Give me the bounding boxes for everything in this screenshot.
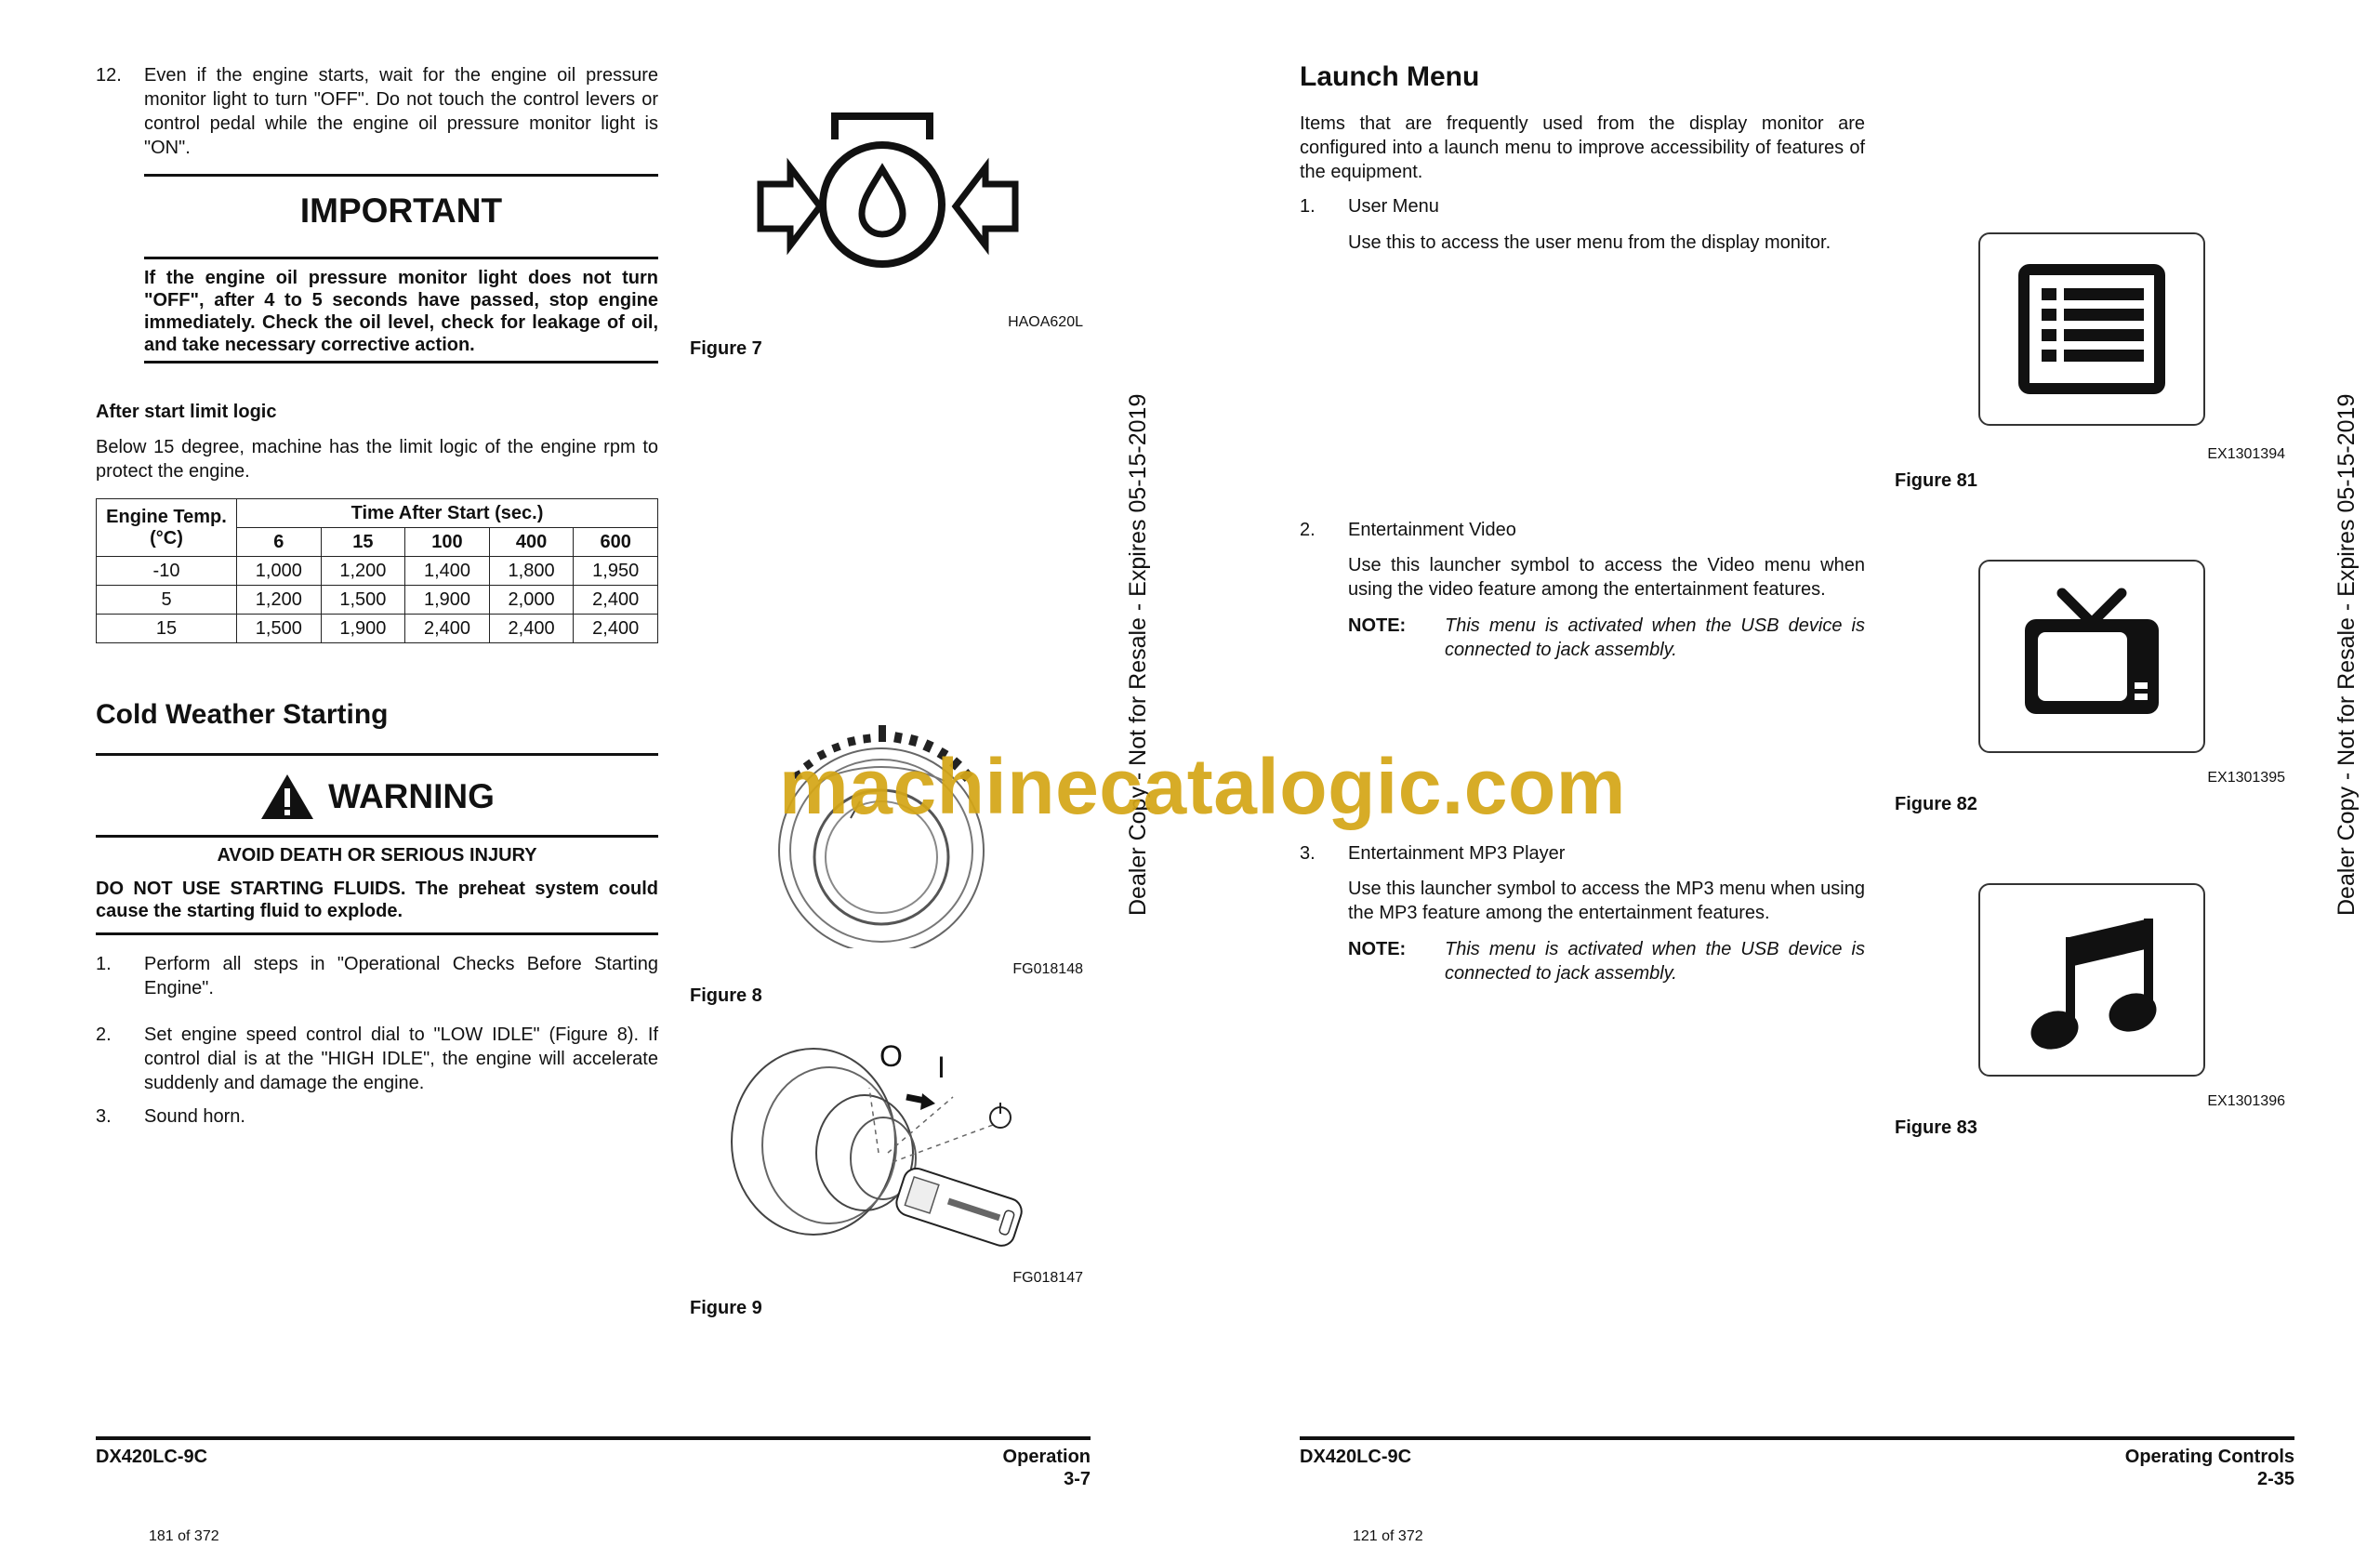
table-cell: 1,900 (321, 615, 405, 643)
dealer-copy-stamp-left: Dealer Copy - Not for Resale - Expires 05-15-2019 (1125, 393, 1151, 916)
footer-rule-left (96, 1436, 1091, 1440)
footer-model-left: DX420LC-9C (96, 1447, 208, 1467)
table-header-time: 6 (237, 528, 322, 557)
table-cell-temp: -10 (97, 557, 237, 586)
item-2-note-label: NOTE: (1348, 615, 1407, 636)
table-cell: 2,000 (489, 586, 574, 615)
page-count-left: 181 of 372 (149, 1528, 219, 1544)
important-text: If the engine oil pressure monitor light does not turn "OFF", after 4 to 5 seconds have passed, stop engine immediately. Check the oil level, check for leakage of oil, and take necessary corrective action. (144, 268, 658, 355)
table-header-time: 600 (574, 528, 658, 557)
table-header-engine-temp: Engine Temp. (°C) (97, 499, 237, 557)
table-row (97, 557, 658, 586)
figure-82-label: Figure 82 (1895, 794, 1977, 814)
table-cell-temp: 15 (97, 615, 237, 643)
warning-text: DO NOT USE STARTING FLUIDS. The preheat system could cause the starting fluid to explode. (96, 879, 658, 921)
step-1-text: Perform all steps in "Operational Checks Before Starting Engine". (144, 954, 658, 998)
step-1-number: 1. (96, 954, 112, 974)
key-switch-icon (725, 1041, 1041, 1283)
figure-9-code: FG018147 (1012, 1270, 1083, 1286)
item-1-number: 1. (1300, 196, 1316, 217)
figure-83-label: Figure 83 (1895, 1117, 1977, 1138)
oil-pressure-symbol-icon (753, 112, 1023, 274)
figure-7-code: HAOA620L (1008, 314, 1083, 330)
item-3-number: 3. (1300, 843, 1316, 864)
item-3-text: Use this launcher symbol to access the MP3 menu when using the MP3 feature among the entertainment features. (1348, 879, 1865, 923)
item-2-number: 2. (1300, 520, 1316, 540)
warning-subtitle: AVOID DEATH OR SERIOUS INJURY (217, 845, 537, 866)
after-start-text: Below 15 degree, machine has the limit logic of the engine rpm to protect the engine. (96, 437, 658, 482)
important-title: IMPORTANT (299, 192, 503, 230)
table-cell: 1,200 (321, 557, 405, 586)
figure-8-label: Figure 8 (690, 985, 762, 1006)
table-row (97, 586, 658, 615)
table-cell: 1,200 (237, 586, 322, 615)
table-cell: 2,400 (574, 615, 658, 643)
footer-rule-right (1300, 1436, 2294, 1440)
footer-page-right: 2-35 (2256, 1469, 2294, 1489)
warning-top-rule (96, 753, 658, 756)
item-2-note: This menu is activated when the USB device is connected to jack assembly. (1445, 615, 1865, 660)
page-count-right: 121 of 372 (1353, 1528, 1423, 1544)
table-cell: 1,500 (237, 615, 322, 643)
table-header-time: 400 (489, 528, 574, 557)
footer-section-right: Operating Controls (2124, 1447, 2294, 1467)
item-2-text: Use this launcher symbol to access the Video menu when using the video feature among the entertainment features. (1348, 555, 1865, 600)
important-mid-rule (144, 257, 658, 259)
footer-model-right: DX420LC-9C (1300, 1447, 1412, 1467)
item-2-title: Entertainment Video (1348, 520, 1516, 540)
footer-page-left: 3-7 (1064, 1469, 1091, 1489)
figure-9-label: Figure 9 (690, 1298, 762, 1318)
important-bottom-rule (144, 361, 658, 364)
item-1-text: Use this to access the user menu from the display monitor. (1348, 232, 1831, 253)
launch-menu-intro: Items that are frequently used from the display monitor are configured into a launch menu to improve accessibility of features of the equipment. (1300, 113, 1865, 182)
key-position-off: O (879, 1039, 903, 1073)
figure-81-code: EX1301394 (2207, 446, 2285, 462)
figure-81-label: Figure 81 (1895, 470, 1977, 491)
cold-weather-heading: Cold Weather Starting (96, 699, 389, 730)
step-3-number: 3. (96, 1106, 112, 1127)
warning-triangle-icon (259, 773, 315, 821)
warning-banner (96, 770, 658, 824)
table-cell: 1,000 (237, 557, 322, 586)
list-menu-icon (1980, 234, 2203, 424)
important-top-rule (144, 174, 658, 177)
table-cell: 2,400 (489, 615, 574, 643)
table-header-time: 100 (405, 528, 490, 557)
after-start-heading: After start limit logic (96, 402, 277, 422)
table-cell: 1,800 (489, 557, 574, 586)
key-position-on: I (937, 1051, 945, 1084)
figure-83-box (1978, 883, 2205, 1077)
item-3-note-label: NOTE: (1348, 939, 1407, 959)
item-1-title: User Menu (1348, 196, 1439, 217)
item-3-note: This menu is activated when the USB device is connected to jack assembly. (1445, 939, 1865, 984)
table-cell: 2,400 (405, 615, 490, 643)
site-watermark: machinecatalogic.com (779, 743, 1626, 830)
step-3-text: Sound horn. (144, 1106, 245, 1127)
figure-82-box (1978, 560, 2205, 753)
footer-section-left: Operation (1002, 1447, 1091, 1467)
warning-bottom-rule (96, 932, 658, 935)
figure-83-code: EX1301396 (2207, 1093, 2285, 1109)
table-cell-temp: 5 (97, 586, 237, 615)
table-cell: 1,950 (574, 557, 658, 586)
figure-81-box (1978, 232, 2205, 426)
table-header-time-after-start: Time After Start (sec.) (237, 499, 658, 528)
table-row (97, 615, 658, 643)
launch-menu-heading: Launch Menu (1300, 61, 1480, 92)
tv-icon (1980, 562, 2203, 751)
table-cell: 1,500 (321, 586, 405, 615)
table-cell: 2,400 (574, 586, 658, 615)
step-2-number: 2. (96, 1025, 112, 1045)
dealer-copy-stamp-right: Dealer Copy - Not for Resale - Expires 05-15-2019 (2334, 393, 2360, 916)
table-cell: 1,400 (405, 557, 490, 586)
step-12-number: 12. (96, 65, 122, 86)
limit-logic-table (96, 498, 658, 643)
table-cell: 1,900 (405, 586, 490, 615)
step-12-text: Even if the engine starts, wait for the engine oil pressure monitor light to turn "OFF". Do not touch the control levers or control pedal while the engine oil pressure monitor light is "ON". (144, 65, 658, 158)
warning-title: WARNING (328, 777, 495, 815)
music-note-icon (1980, 885, 2203, 1075)
figure-7-label: Figure 7 (690, 338, 762, 359)
step-2-text: Set engine speed control dial to "LOW IDLE" (Figure 8). If control dial is at the "HIGH IDLE", the engine will accelerate suddenly and damage the engine. (144, 1025, 658, 1093)
table-header-time: 15 (321, 528, 405, 557)
item-3-title: Entertainment MP3 Player (1348, 843, 1566, 864)
figure-82-code: EX1301395 (2207, 770, 2285, 786)
warning-mid-rule (96, 835, 658, 838)
figure-8-code: FG018148 (1012, 961, 1083, 977)
